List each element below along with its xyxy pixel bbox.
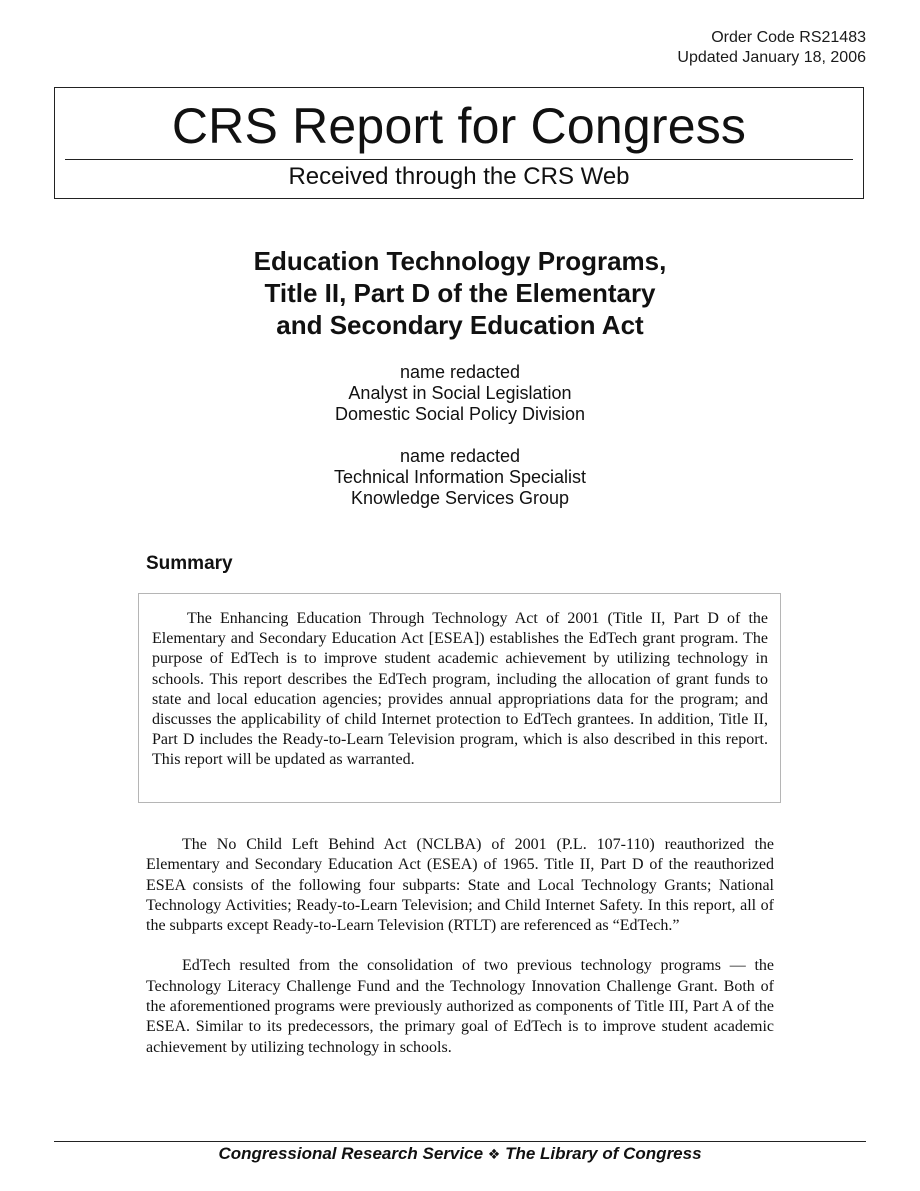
footer-divider <box>54 1141 866 1142</box>
author-division: Knowledge Services Group <box>350 488 570 508</box>
report-title-line: Education Technology Programs, <box>253 246 667 276</box>
summary-heading: Summary <box>146 553 233 574</box>
author-division: Domestic Social Policy Division <box>334 404 586 424</box>
banner-subtitle: Received through the CRS Web <box>288 163 630 190</box>
footer-org: Congressional Research Service <box>218 1144 484 1163</box>
body-paragraph: The No Child Left Behind Act (NCLBA) of 2001 (P.L. 107-110) reauthorized the Elementary and Secondary Education Act (ESEA) of 1965. Title II, Part D of the reauthorized ESEA consists of the following four subparts: State and Local Technology Grants; National Technology Activities; Ready-to-Learn Television; and Child Internet Safety. In this report, all of the subparts except Ready-to-Learn Television (RTLT) are referenced as “EdTech.” <box>146 836 774 935</box>
report-title-line: and Secondary Education Act <box>276 310 644 340</box>
banner-divider <box>65 159 853 160</box>
body-text <box>146 835 774 1078</box>
author-title: Technical Information Specialist <box>333 467 587 487</box>
author-block <box>146 446 774 509</box>
authors <box>146 362 774 530</box>
author-name: name redacted <box>399 362 521 382</box>
order-code: Order Code RS21483 <box>711 29 866 46</box>
report-banner <box>54 87 864 199</box>
author-block <box>146 362 774 425</box>
author-name: name redacted <box>399 446 521 466</box>
summary-text: The Enhancing Education Through Technology Act of 2001 (Title II, Part D of the Elementary and Secondary Education Act [ESEA]) establishes the EdTech grant program. The purpose of EdTech is to improve student academic achievement by utilizing technology in schools. This report describes the EdTech program, including the allocation of grant funds to state and local education agencies; provides annual appropriations data for the program; and discusses the applicability of child Internet protection to EdTech grantees. In addition, Title II, Part D includes the Ready-to-Learn Television program, which is also described in this report. This report will be updated as warranted. <box>152 610 768 769</box>
summary-box <box>138 593 781 803</box>
report-title <box>146 245 774 341</box>
updated-date: Updated January 18, 2006 <box>677 49 866 66</box>
diamond-separator-icon: ❖ <box>487 1147 501 1163</box>
footer-library: The Library of Congress <box>505 1144 702 1163</box>
banner-title: CRS Report for Congress <box>171 98 747 154</box>
body-paragraph: EdTech resulted from the consolidation of two previous technology programs — the Technology Literacy Challenge Fund and the Technology Innovation Challenge Grant. Both of the aforementioned programs were previously authorized as components of Title III, Part A of the ESEA. Similar to its predecessors, the primary goal of EdTech is to improve student academic achievement by utilizing technology in schools. <box>146 957 774 1056</box>
order-info <box>677 28 866 68</box>
author-title: Analyst in Social Legislation <box>348 383 572 403</box>
report-title-line: Title II, Part D of the Elementary <box>264 278 656 308</box>
footer <box>54 1143 866 1166</box>
